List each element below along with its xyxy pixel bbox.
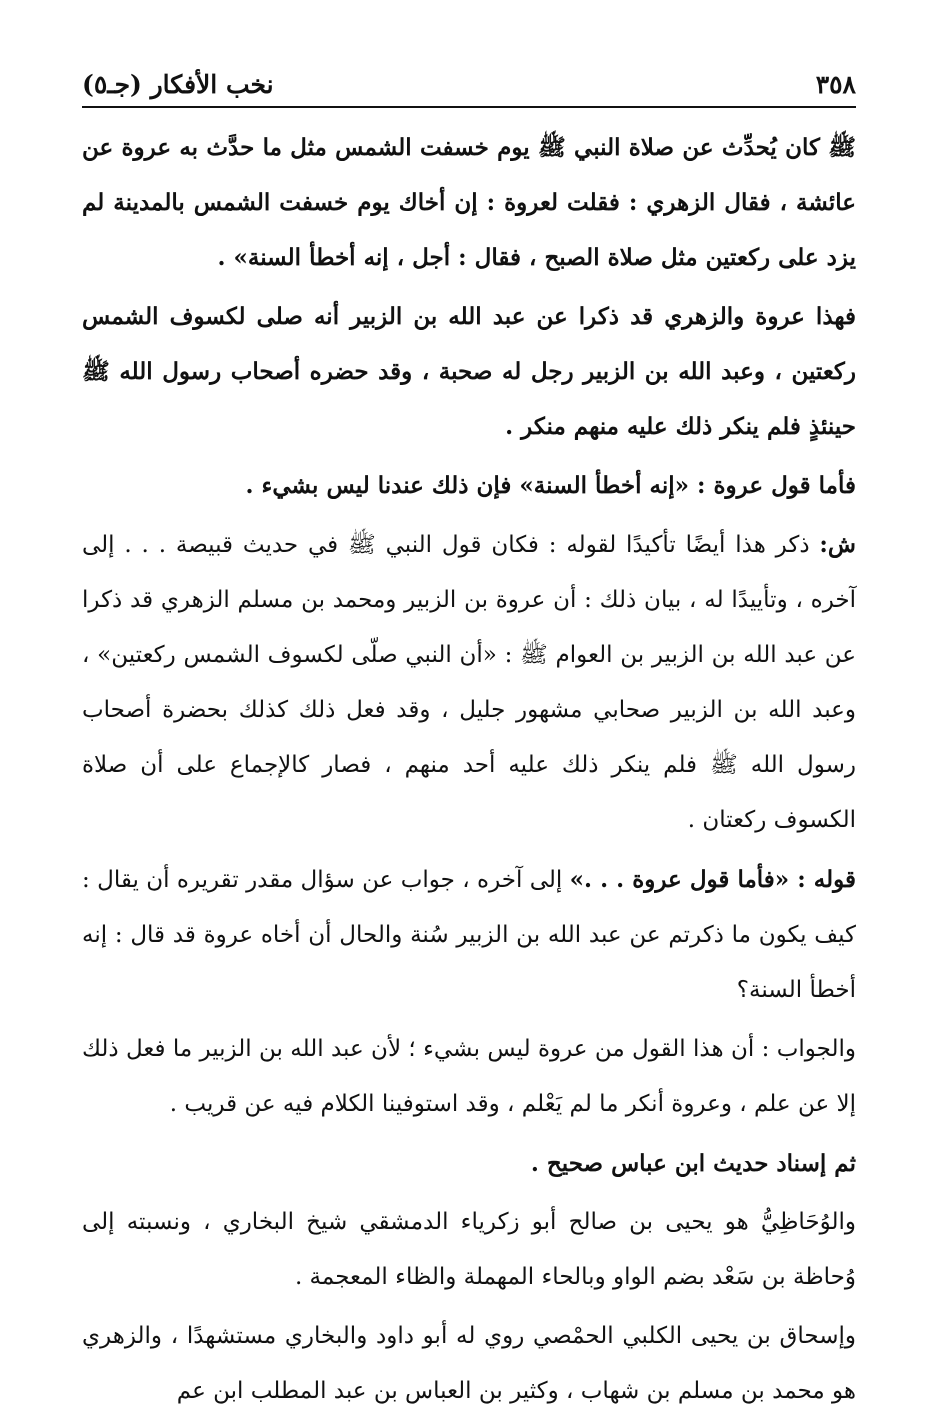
paragraph-text: إلى آخره ، جواب عن سؤال مقدر تقريره أن يقال : كيف يكون ما ذكرتم عن عبد الله بن الزبير سُنة والحال أن أخاه عروة قد قال : إنه أخطأ السنة؟ — [82, 867, 856, 1003]
paragraph-text: والوُحَاظِيُّ هو يحيى بن صالح أبو زكرياء الدمشقي شيخ البخاري ، ونسبته إلى وُحاظة بن سَعْد بضم الواو وبالحاء المهملة والظاء المعجمة . — [82, 1209, 856, 1290]
book-title: نخب الأفكار (جـ٥) — [82, 70, 274, 99]
paragraph-answer — [82, 1022, 856, 1132]
paragraph-question — [82, 852, 856, 1018]
paragraph-hadith-end — [82, 120, 856, 285]
paragraph-text: ثم إسناد حديث ابن عباس صحيح . — [530, 1150, 856, 1177]
paragraph-text: فأما قول عروة : «إنه أخطأ السنة» فإن ذلك عندنا ليس بشيء . — [245, 472, 856, 499]
header-rule — [82, 106, 856, 108]
paragraph-narrator-1 — [82, 1195, 856, 1305]
paragraph-author-comment — [82, 289, 856, 454]
paragraph-isnad-heading — [82, 1136, 856, 1191]
running-header — [82, 62, 856, 100]
page-number: ٣٥٨ — [815, 70, 856, 99]
body-text — [82, 120, 856, 1419]
paragraph-urwa-statement — [82, 458, 856, 513]
paragraph-text: فهذا عروة والزهري قد ذكرا عن عبد الله بن الزبير أنه صلى لكسوف الشمس ركعتين ، وعبد الله بن الزبير رجل له صحبة ، وقد حضره أصحاب رسول الله ﷺ حينئذٍ فلم ينكر ذلك عليه منهم منكر . — [82, 303, 856, 440]
paragraph-lead: ش: — [819, 531, 856, 558]
paragraph-text: ﷺ كان يُحدِّث عن صلاة النبي ﷺ يوم خسفت الشمس مثل ما حدَّث به عروة عن عائشة ، فقال الزهري : فقلت لعروة : إن أخاك يوم خسفت الشمس بالمدينة لم يزد على ركعتين مثل صلاة الصبح ، فقال : أجل ، إنه أخطأ السنة» . — [82, 134, 856, 271]
paragraph-text: والجواب : أن هذا القول من عروة ليس بشيء ؛ لأن عبد الله بن الزبير ما فعل ذلك إلا عن علم ، وعروة أنكر ما لم يَعْلم ، وقد استوفينا الكلام فيه عن قريب . — [82, 1036, 856, 1117]
paragraph-lead: قوله : «فأما قول عروة . . .» — [569, 866, 856, 893]
paragraph-text: ذكر هذا أيضًا تأكيدًا لقوله : فكان قول النبي ﷺ في حديث قبيصة . . . إلى آخره ، وتأييدًا له ، بيان ذلك : أن عروة بن الزبير ومحمد بن مسلم الزهري قد ذكرا عن عبد الله بن الزبير بن العوام ﷺ : «أن النبي صلّى لكسوف الشمس ركعتين» ، وعبد الله بن الزبير صحابي مشهور جليل ، وقد فعل ذلك كذلك بحضرة أصحاب رسول الله ﷺ فلم ينكر ذلك عليه أحد منهم ، فصار كالإجماع على أن صلاة الكسوف ركعتان . — [82, 532, 856, 833]
paragraph-commentary — [82, 517, 856, 848]
paragraph-text: وإسحاق بن يحيى الكلبي الحمْصي روي له أبو داود والبخاري مستشهدًا ، والزهري هو محمد بن مسلم بن شهاب ، وكثير بن العباس بن عبد المطلب ابن عم — [82, 1323, 856, 1404]
paragraph-narrator-2 — [82, 1309, 856, 1419]
